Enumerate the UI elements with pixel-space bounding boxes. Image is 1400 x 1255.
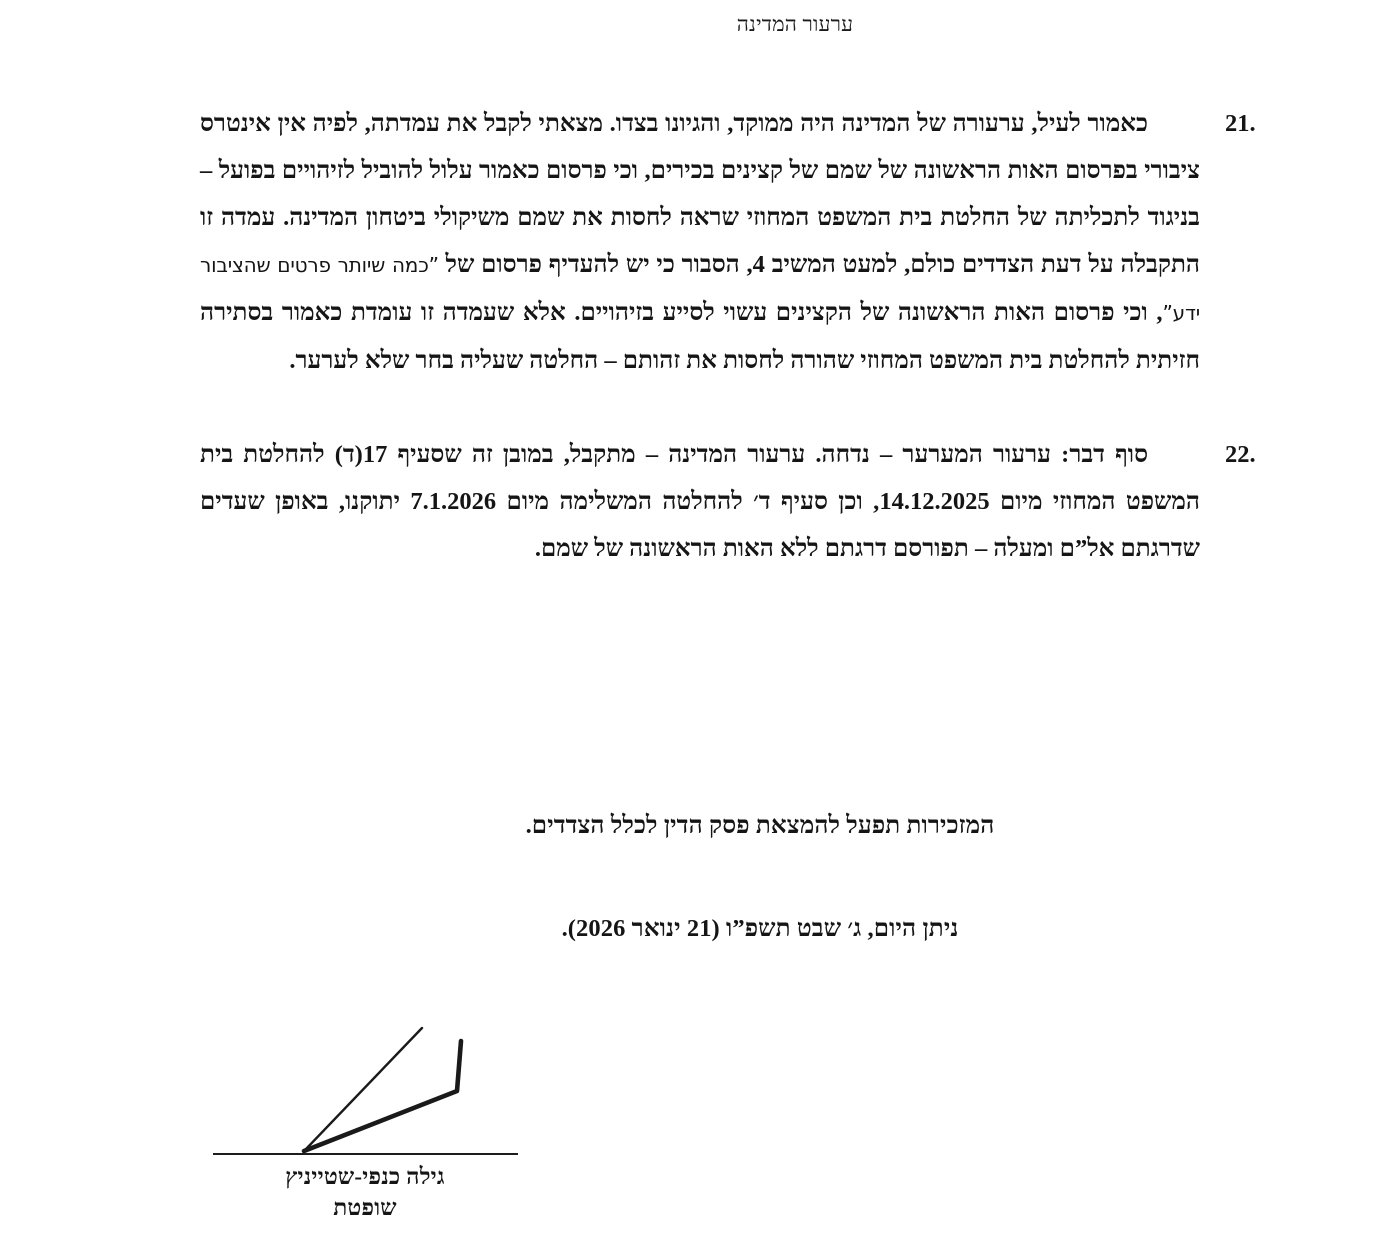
paragraph-21-text-before-quote: כאמור לעיל, ערעורה של המדינה היה ממוקד, והגיונו בצדו. מצאתי לקבל את עמדתה, לפיה אין אינטרס ציבורי בפרסום האות הראשונה של שמם של קצינים בכירים, וכי פרסום כאמור עלול להוביל לזיהויים בפועל – בניגוד לתכליתה של החלטת בית המשפט המחוזי שראה לחסות את שמם משיקולי ביטחון המדינה. עמדה זו התקבלה על דעת הצדדים כולם, למעט המשיב 4, הסבור כי יש להעדיף פרסום של [200,110,1200,278]
document-body [200,100,1256,572]
paragraph-21-quotation: ”כמה שיותר פרטים שהציבור ידע” [200,253,1200,325]
judge-title: שופטת [333,1195,397,1220]
signature-block [210,1025,520,1223]
paragraph-21 [200,100,1256,384]
judge-name: גילה כנפי-שטייניץ [285,1164,445,1189]
paragraph-22 [200,431,1256,572]
paragraph-21-text-after-quote: , וכי פרסום האות הראשונה של הקצינים עשוי לסייע בזיהויים. אלא שעמדה זו עומדת כאמור בסתירה חזיתית להחלטת בית המשפט המחוזי שהורה לחסות את זהותם – החלטה שעליה בחר שלא לערער. [200,299,1200,374]
running-header: ערעור המדינה [736,12,854,36]
paragraph-22-text: סוף דבר: ערעור המערער – נדחה. ערעור המדינה – מתקבל, במובן זה שסעיף 17(ד) להחלטת בית המשפט המחוזי מיום 14.12.2025, וכן סעיף ד׳ להחלטה המשלימה מיום 7.1.2026 יתוקנו, באופן שעדים שדרגתם אל”ם ומעלה – תפורסם דרגתם ללא האות הראשונה של שמם. [200,441,1200,562]
paragraph-number-22: 22. [1225,441,1256,468]
secretariat-note: המזכירות תפעל להמצאת פסק הדין לכלל הצדדים. [525,812,995,839]
signature-rule [213,1153,518,1155]
given-on-date: ניתן היום, ג׳ שבט תשפ”ו (21 ינואר 2026). [561,915,959,942]
paragraph-number-21: 21. [1225,110,1256,137]
handwritten-signature-icon [210,1025,520,1153]
